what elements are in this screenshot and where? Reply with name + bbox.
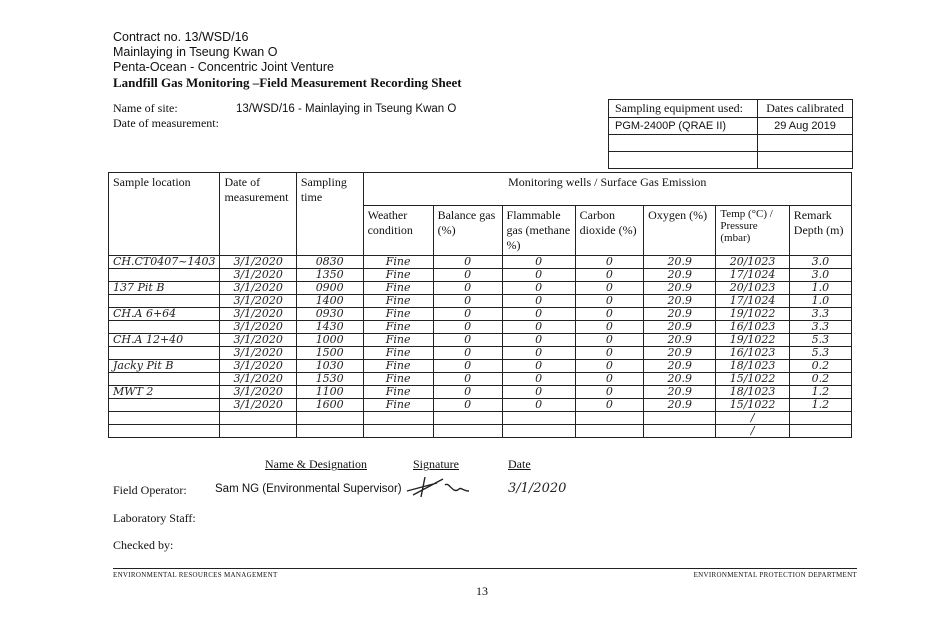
table-cell: 20.9: [644, 334, 716, 347]
table-cell: 0: [433, 399, 502, 412]
table-cell: 20.9: [644, 386, 716, 399]
table-cell: 0930: [296, 308, 363, 321]
table-cell: Fine: [363, 282, 433, 295]
sheet-title: Landfill Gas Monitoring –Field Measurement Recording Sheet: [113, 75, 462, 90]
table-cell: /: [716, 425, 789, 438]
table-row: [109, 386, 852, 399]
table-cell: 16/1023: [716, 321, 789, 334]
table-cell: Fine: [363, 399, 433, 412]
table-cell: 0: [502, 373, 575, 386]
table-cell: [789, 412, 851, 425]
table-cell: 0900: [296, 282, 363, 295]
table-cell: 1030: [296, 360, 363, 373]
table-cell: 0: [502, 269, 575, 282]
table-cell: 3/1/2020: [220, 295, 296, 308]
equipment-table: [608, 99, 853, 169]
table-cell: 20.9: [644, 399, 716, 412]
table-cell: 0: [433, 308, 502, 321]
table-cell: [433, 412, 502, 425]
table-cell: [109, 321, 220, 334]
table-cell: [296, 412, 363, 425]
table-cell: 0: [575, 321, 644, 334]
table-cell: 0: [575, 308, 644, 321]
table-cell: Fine: [363, 308, 433, 321]
table-cell: 20.9: [644, 360, 716, 373]
table-row: [109, 373, 852, 386]
col-sample-location: Sample location: [109, 173, 220, 256]
table-cell: 20/1023: [716, 256, 789, 269]
calibration-empty-cell: [758, 135, 853, 152]
table-cell: 0: [433, 347, 502, 360]
table-cell: 0: [502, 399, 575, 412]
table-cell: 0: [575, 373, 644, 386]
table-cell: 3/1/2020: [220, 334, 296, 347]
measurement-table: [108, 172, 852, 438]
table-cell: [363, 425, 433, 438]
table-cell: 0: [502, 334, 575, 347]
table-row: [109, 269, 852, 282]
table-cell: Fine: [363, 295, 433, 308]
table-cell: Fine: [363, 334, 433, 347]
table-cell: [575, 425, 644, 438]
table-row: [109, 412, 852, 425]
table-cell: 3/1/2020: [220, 321, 296, 334]
table-cell: Fine: [363, 386, 433, 399]
table-cell: 1.0: [789, 282, 851, 295]
table-cell: 1530: [296, 373, 363, 386]
table-cell: [109, 373, 220, 386]
table-cell: 1.0: [789, 295, 851, 308]
table-cell: 3/1/2020: [220, 386, 296, 399]
calibration-empty-cell: [758, 152, 853, 169]
signature-image: [403, 473, 483, 499]
equipment-empty-cell: [609, 152, 758, 169]
table-cell: 0: [575, 256, 644, 269]
table-cell: 0.2: [789, 360, 851, 373]
table-cell: 0: [433, 334, 502, 347]
table-cell: 3/1/2020: [220, 360, 296, 373]
table-cell: MWT 2: [109, 386, 220, 399]
contract-number: Contract no. 13/WSD/16: [113, 30, 249, 44]
table-cell: 1400: [296, 295, 363, 308]
table-cell: 20.9: [644, 256, 716, 269]
table-cell: 0: [433, 256, 502, 269]
table-cell: 0: [433, 321, 502, 334]
table-cell: 20.9: [644, 321, 716, 334]
table-cell: 0: [502, 360, 575, 373]
table-cell: [109, 295, 220, 308]
table-cell: [109, 269, 220, 282]
table-cell: 3/1/2020: [220, 256, 296, 269]
table-row: [109, 334, 852, 347]
table-cell: 0: [502, 321, 575, 334]
table-cell: 17/1024: [716, 295, 789, 308]
table-cell: 0: [575, 295, 644, 308]
table-cell: Fine: [363, 360, 433, 373]
table-cell: 20.9: [644, 308, 716, 321]
table-cell: CH.CT0407~1403: [109, 256, 220, 269]
table-cell: 0: [433, 282, 502, 295]
table-cell: 0: [575, 360, 644, 373]
signature-header: Signature: [413, 457, 459, 471]
table-cell: Fine: [363, 347, 433, 360]
measurement-rows: [109, 256, 852, 438]
table-cell: 0: [433, 295, 502, 308]
table-cell: [220, 425, 296, 438]
footer-left-text: ENVIRONMENTAL RESOURCES MANAGEMENT: [113, 571, 278, 579]
table-cell: CH.A 6+64: [109, 308, 220, 321]
table-cell: 19/1022: [716, 308, 789, 321]
field-operator-date: 3/1/2020: [508, 481, 567, 496]
calibration-header: Dates calibrated: [758, 100, 853, 118]
site-info: [113, 101, 456, 130]
table-cell: Fine: [363, 256, 433, 269]
equipment-empty-cell: [609, 135, 758, 152]
table-cell: 3.3: [789, 321, 851, 334]
page-number: 13: [476, 584, 488, 598]
table-cell: 0: [575, 282, 644, 295]
table-cell: Jacky Pit B: [109, 360, 220, 373]
table-cell: 0: [433, 360, 502, 373]
table-cell: [644, 412, 716, 425]
table-cell: 0: [502, 308, 575, 321]
table-row: [109, 256, 852, 269]
table-cell: 19/1022: [716, 334, 789, 347]
table-cell: [502, 412, 575, 425]
table-cell: 5.3: [789, 347, 851, 360]
table-cell: [433, 425, 502, 438]
equipment-header: Sampling equipment used:: [609, 100, 758, 118]
table-cell: 3/1/2020: [220, 347, 296, 360]
laboratory-staff-label: Laboratory Staff:: [113, 511, 196, 525]
col-oxygen: Oxygen (%): [644, 206, 716, 256]
table-cell: [109, 412, 220, 425]
table-cell: 20.9: [644, 347, 716, 360]
table-cell: [109, 399, 220, 412]
site-name-value: 13/WSD/16 - Mainlaying in Tseung Kwan O: [236, 103, 457, 115]
table-cell: 16/1023: [716, 347, 789, 360]
table-cell: 3/1/2020: [220, 399, 296, 412]
table-cell: [502, 425, 575, 438]
table-row: [109, 282, 852, 295]
table-cell: [644, 425, 716, 438]
table-cell: 1100: [296, 386, 363, 399]
col-temp-pressure: Temp (°C) / Pressure (mbar): [716, 206, 789, 256]
table-cell: 20.9: [644, 373, 716, 386]
field-operator-name: Sam NG (Environmental Supervisor): [215, 483, 402, 495]
col-carbon-dioxide: Carbon dioxide (%): [575, 206, 644, 256]
table-cell: 0: [575, 347, 644, 360]
table-row: [109, 321, 852, 334]
table-cell: 3.3: [789, 308, 851, 321]
table-cell: 18/1023: [716, 360, 789, 373]
table-cell: 20/1023: [716, 282, 789, 295]
equipment-name: PGM-2400P (QRAE II): [609, 118, 758, 135]
table-cell: 0: [502, 295, 575, 308]
table-cell: 20.9: [644, 269, 716, 282]
table-cell: 0: [575, 269, 644, 282]
table-cell: 18/1023: [716, 386, 789, 399]
table-cell: 20.9: [644, 282, 716, 295]
table-cell: 1430: [296, 321, 363, 334]
measurement-date-label: Date of measurement:: [113, 116, 219, 130]
table-cell: 0830: [296, 256, 363, 269]
table-cell: [220, 412, 296, 425]
col-remark-depth: Remark Depth (m): [789, 206, 851, 256]
table-row: [109, 399, 852, 412]
table-cell: 0: [502, 282, 575, 295]
table-cell: 0: [575, 386, 644, 399]
footer-right-text: ENVIRONMENTAL PROTECTION DEPARTMENT: [693, 571, 857, 579]
table-cell: 0: [502, 347, 575, 360]
document-header: [113, 30, 462, 90]
table-cell: 0: [502, 256, 575, 269]
page-footer: [113, 568, 857, 579]
table-cell: [109, 347, 220, 360]
contractor-name: Penta-Ocean - Concentric Joint Venture: [113, 60, 334, 74]
date-header: Date: [508, 457, 531, 471]
table-cell: 0: [502, 386, 575, 399]
table-cell: 0: [433, 269, 502, 282]
name-designation-header: Name & Designation: [265, 457, 367, 471]
table-cell: Fine: [363, 373, 433, 386]
table-cell: 3/1/2020: [220, 282, 296, 295]
table-cell: 3/1/2020: [220, 269, 296, 282]
table-cell: [363, 412, 433, 425]
table-cell: [109, 425, 220, 438]
table-cell: 5.3: [789, 334, 851, 347]
calibration-date: 29 Aug 2019: [758, 118, 853, 135]
table-cell: 0: [433, 386, 502, 399]
site-name-label: Name of site:: [113, 101, 178, 115]
table-cell: 1350: [296, 269, 363, 282]
table-row: [109, 425, 852, 438]
checked-by-label: Checked by:: [113, 538, 174, 552]
table-cell: 1500: [296, 347, 363, 360]
table-row: [109, 360, 852, 373]
table-cell: 17/1024: [716, 269, 789, 282]
field-operator-label: Field Operator:: [113, 483, 187, 497]
table-cell: 0: [575, 399, 644, 412]
project-name: Mainlaying in Tseung Kwan O: [113, 45, 278, 59]
col-group-monitoring-wells: Monitoring wells / Surface Gas Emission: [363, 173, 851, 206]
col-date-of-measurement: Date of measurement: [220, 173, 296, 256]
table-cell: 137 Pit B: [109, 282, 220, 295]
table-cell: 0: [433, 373, 502, 386]
table-cell: 20.9: [644, 295, 716, 308]
table-cell: 3.0: [789, 269, 851, 282]
table-row: [109, 347, 852, 360]
table-cell: 1.2: [789, 386, 851, 399]
table-cell: [789, 425, 851, 438]
table-cell: [575, 412, 644, 425]
table-cell: 1.2: [789, 399, 851, 412]
table-cell: /: [716, 412, 789, 425]
table-cell: 15/1022: [716, 373, 789, 386]
table-cell: 1600: [296, 399, 363, 412]
table-cell: CH.A 12+40: [109, 334, 220, 347]
table-cell: 3.0: [789, 256, 851, 269]
table-cell: Fine: [363, 269, 433, 282]
table-cell: 1000: [296, 334, 363, 347]
col-balance-gas: Balance gas (%): [433, 206, 502, 256]
col-flammable-gas: Flammable gas (methane %): [502, 206, 575, 256]
table-cell: Fine: [363, 321, 433, 334]
table-row: [109, 308, 852, 321]
col-sampling-time: Sampling time: [296, 173, 363, 256]
table-cell: [296, 425, 363, 438]
table-cell: 0.2: [789, 373, 851, 386]
table-cell: 3/1/2020: [220, 373, 296, 386]
table-cell: 15/1022: [716, 399, 789, 412]
table-row: [109, 295, 852, 308]
table-cell: 3/1/2020: [220, 308, 296, 321]
table-cell: 0: [575, 334, 644, 347]
col-weather: Weather condition: [363, 206, 433, 256]
